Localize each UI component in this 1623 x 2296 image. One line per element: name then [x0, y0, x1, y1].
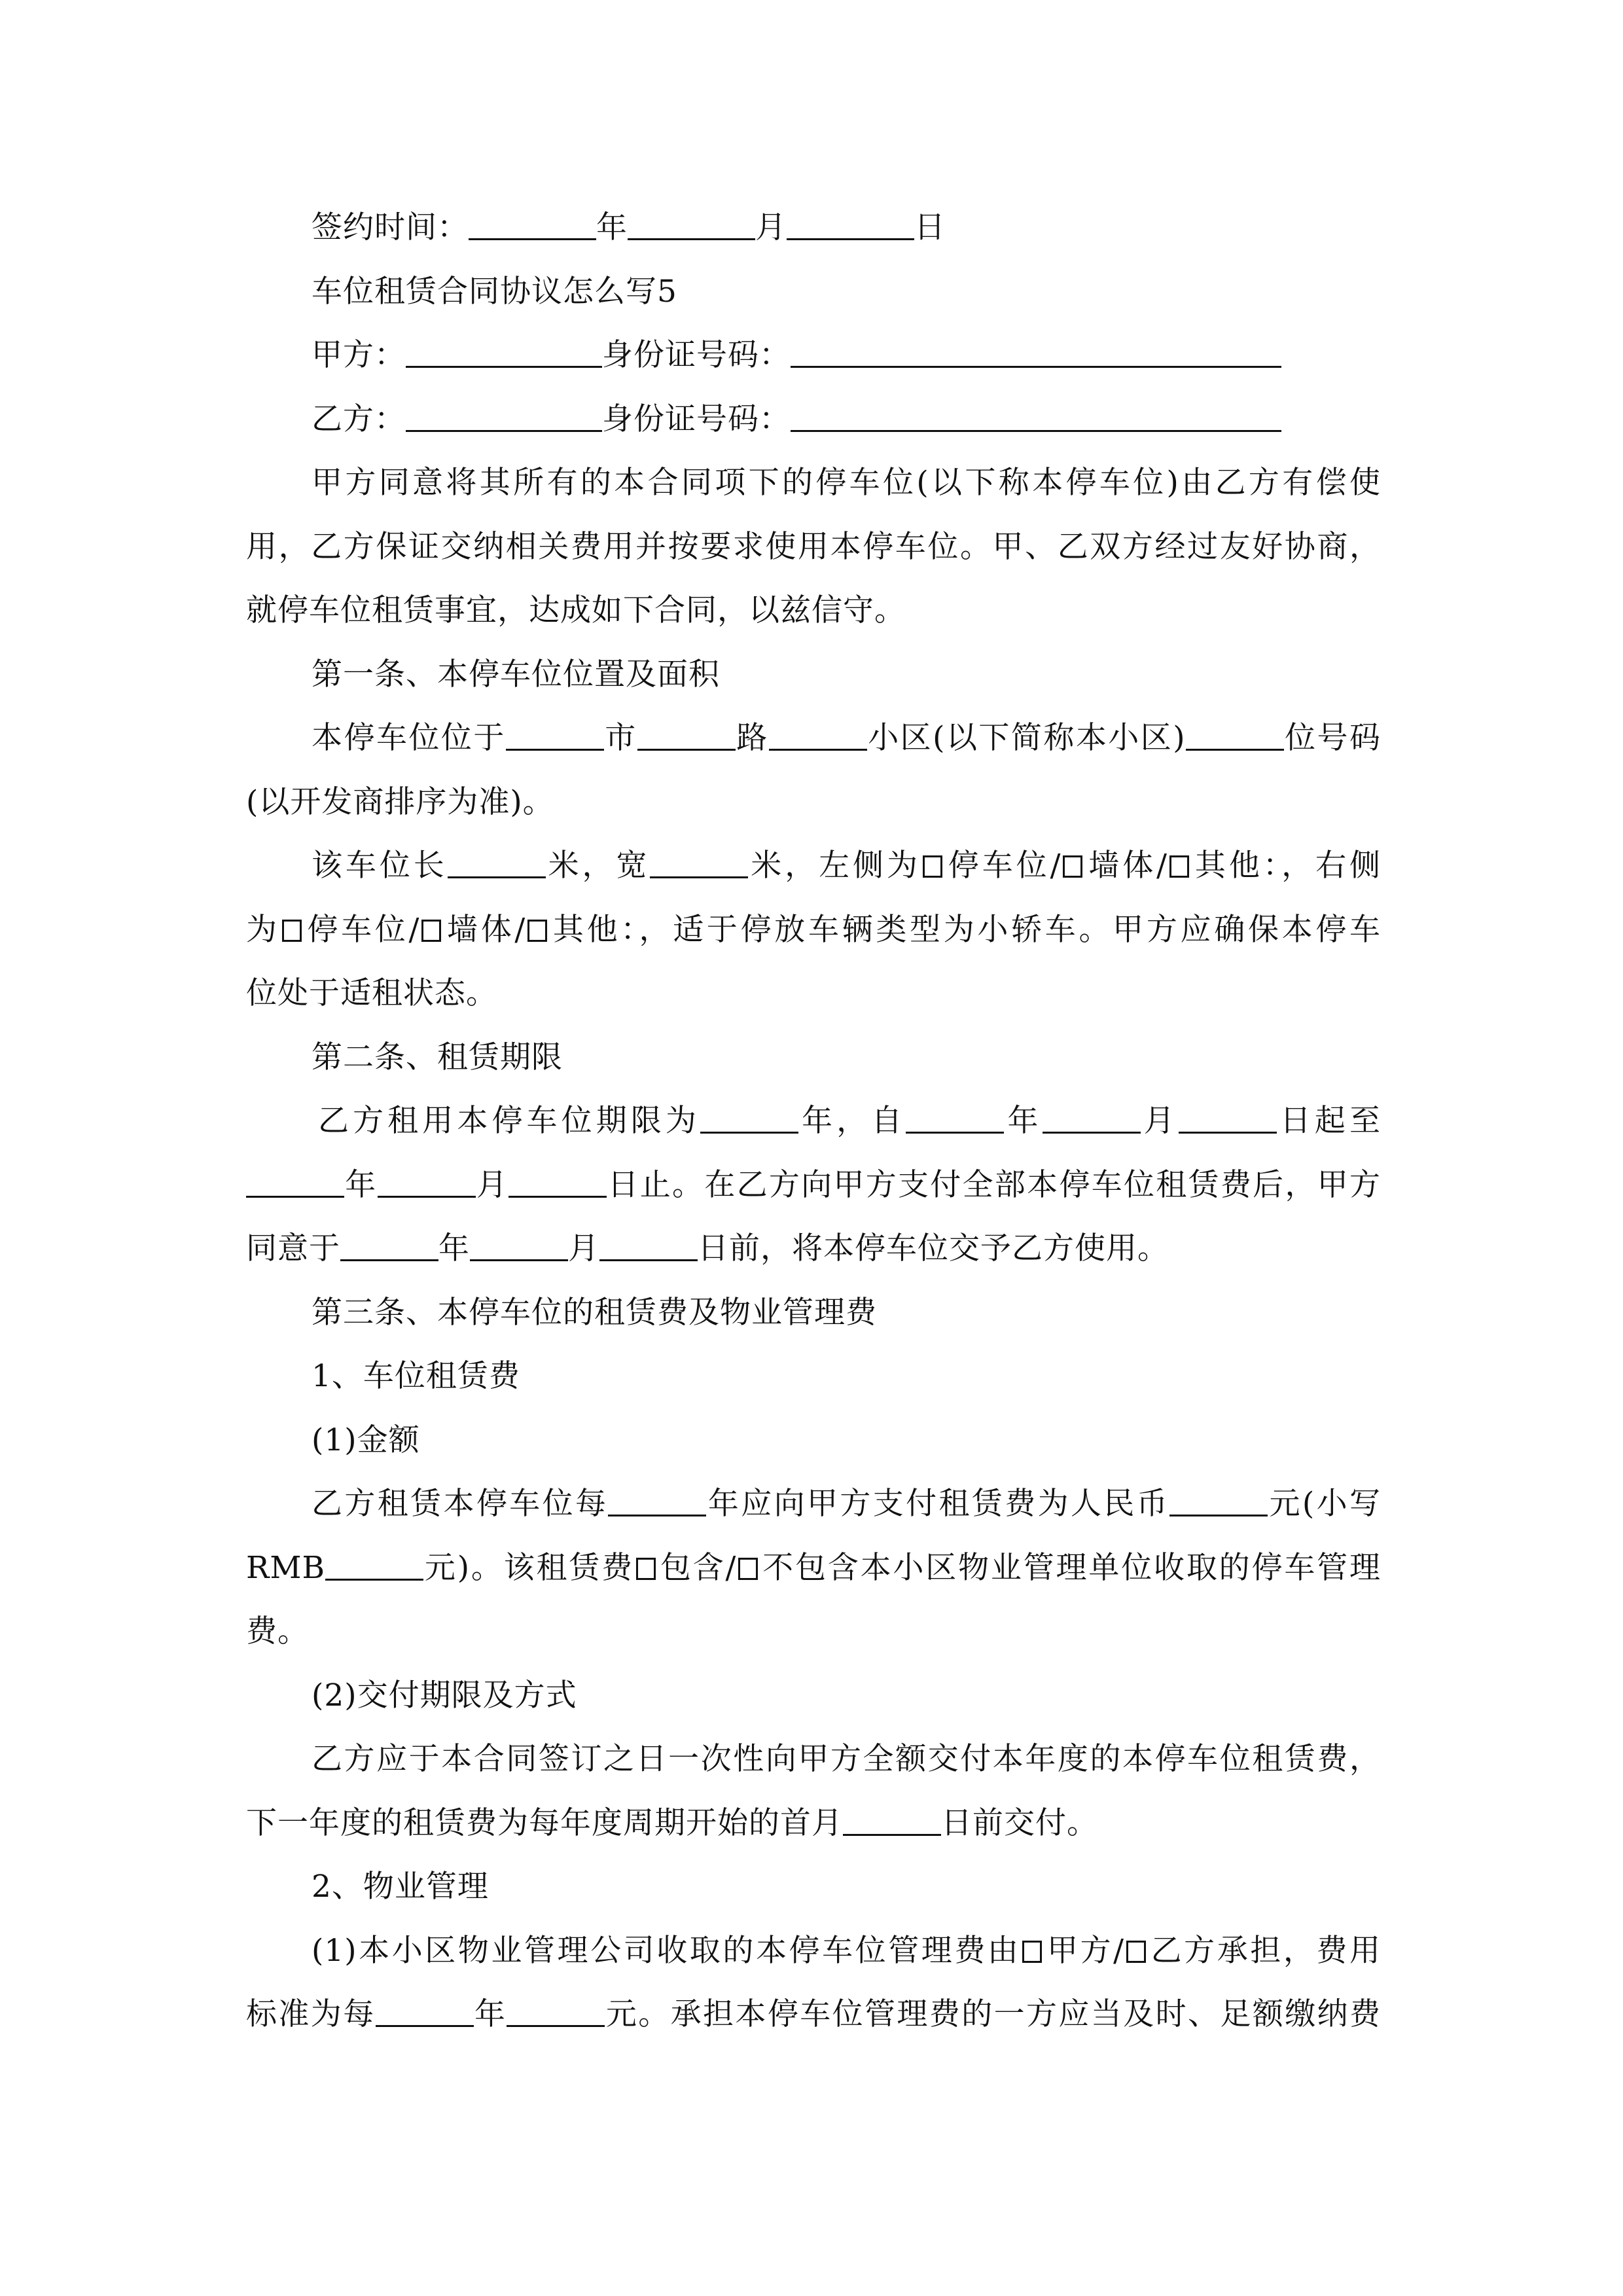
blank-field: [469, 209, 596, 240]
text-span: 元。承担本停车位管理费的一方应当及时、足额缴纳费: [605, 1996, 1382, 2032]
text-span: 同意于: [246, 1230, 340, 1266]
article-2-line-2: [246, 1166, 1381, 1205]
article-1-location-line: [312, 719, 1381, 758]
blank-field: [507, 1996, 605, 2027]
text-span: 乙方租用本停车位期限为: [318, 1103, 700, 1139]
payment-line-2: [246, 1804, 1381, 1843]
text-span: 停车位/: [945, 848, 1061, 884]
text-span: 甲方/: [1045, 1933, 1125, 1969]
blank-field: [843, 1805, 941, 1836]
text-span: 墙体/: [1086, 848, 1168, 884]
blank-field: [769, 720, 867, 751]
blank-field: [700, 1103, 798, 1134]
subsection-1b-title: (2)交付期限及方式: [312, 1677, 577, 1713]
blank-field: [1186, 720, 1284, 751]
blank-field: [599, 1230, 698, 1261]
text-span: 月: [475, 1167, 509, 1203]
text-span: 墙体/: [444, 912, 526, 948]
management-line-2: [246, 1995, 1381, 2034]
article-1-size-line-1: [312, 846, 1381, 886]
blank-field: [1179, 1103, 1277, 1134]
subsection-1a-title: (1)金额: [312, 1422, 420, 1458]
month-label: 月: [755, 209, 787, 245]
text-span: 米，左侧为: [748, 848, 921, 884]
checkbox[interactable]: [1063, 855, 1082, 878]
blank-field: [470, 1230, 568, 1261]
checkbox[interactable]: [1126, 1941, 1146, 1963]
text-span: 日前，将本停车位交予乙方使用。: [698, 1230, 1169, 1266]
text-span: 包含/: [659, 1550, 737, 1586]
text-span: 年应向甲方支付租赁费为人民币: [706, 1486, 1170, 1522]
blank-field: [628, 209, 755, 240]
blank-field: [791, 401, 1281, 432]
blank-field: [376, 1996, 474, 2027]
amount-line-1: [312, 1484, 1381, 1524]
text-span: 日前交付。: [941, 1805, 1098, 1841]
text-span: 元)。该租赁费: [423, 1550, 634, 1586]
year-label: 年: [596, 209, 628, 245]
blank-field: [906, 1103, 1004, 1134]
day-label: 日: [914, 209, 946, 245]
sign-time-label: 签约时间：: [312, 209, 469, 245]
article-1-title: 第一条、本停车位位置及面积: [312, 656, 720, 692]
text-span: 路: [735, 720, 769, 756]
article-1-location-note: (以开发商排序为准)。: [246, 784, 554, 820]
blank-field: [406, 401, 602, 432]
text-span: 本停车位位于: [312, 720, 506, 756]
text-span: 不包含本小区物业管理单位收取的停车管理: [761, 1550, 1381, 1586]
blank-field: [508, 1167, 607, 1198]
blank-field: [246, 1167, 344, 1198]
subsection-1-title: 1、车位租赁费: [312, 1358, 520, 1394]
amount-line-2: [246, 1549, 1381, 1588]
text-span: 为: [246, 912, 280, 948]
article-1-size-line-2: [246, 910, 1381, 950]
section-title: 车位租赁合同协议怎么写5: [312, 274, 677, 310]
subsection-2-title: 2、物业管理: [312, 1869, 489, 1905]
text-span: 年: [473, 1996, 507, 2032]
text-span: 元(小写: [1268, 1486, 1382, 1522]
blank-field: [1169, 1486, 1268, 1516]
text-span: RMB: [246, 1550, 326, 1586]
intro-line-2: 用，乙方保证交纳相关费用并按要求使用本停车位。甲、乙双方经过友好协商，: [246, 529, 1381, 565]
blank-field: [340, 1230, 438, 1261]
checkbox[interactable]: [923, 855, 942, 878]
blank-field: [637, 720, 736, 751]
checkbox[interactable]: [421, 920, 441, 942]
party-a-id-label: 身份证号码：: [602, 337, 791, 373]
text-span: 乙方承担，费用: [1149, 1933, 1382, 1969]
party-b-line: [312, 400, 1381, 439]
sign-time-line: [312, 208, 1381, 247]
blank-field: [650, 848, 748, 878]
checkbox[interactable]: [738, 1558, 758, 1580]
party-a-line: [312, 336, 1381, 375]
amount-line-3: 费。: [246, 1613, 309, 1649]
text-span: 小区(以下简称本小区): [866, 720, 1186, 756]
text-span: 日起至: [1276, 1103, 1382, 1139]
blank-field: [608, 1486, 706, 1516]
intro-line-3: 就停车位租赁事宜，达成如下合同，以兹信守。: [246, 592, 906, 628]
blank-field: [1043, 1103, 1141, 1134]
text-span: 市: [603, 720, 637, 756]
blank-field: [787, 209, 914, 240]
text-span: 年，自: [798, 1103, 906, 1139]
blank-field: [378, 1167, 476, 1198]
party-a-label: 甲方：: [312, 337, 406, 373]
article-2-line-1: [318, 1102, 1381, 1141]
text-span: 年: [344, 1167, 378, 1203]
text-span: 停车位/: [304, 912, 420, 948]
text-span: 其他：，适于停放车辆类型为小轿车。甲方应确保本停车: [550, 912, 1382, 948]
article-2-line-3: [246, 1229, 1381, 1268]
intro-line-1: 甲方同意将其所有的本合同项下的停车位(以下称本停车位)由乙方有偿使: [312, 465, 1381, 501]
text-span: 乙方租赁本停车位每: [312, 1486, 609, 1522]
checkbox[interactable]: [1169, 855, 1189, 878]
management-line-1: [312, 1931, 1381, 1971]
text-span: 月: [568, 1230, 599, 1266]
article-1-size-line-3: 位处于适租状态。: [246, 975, 497, 1011]
blank-field: [506, 720, 604, 751]
party-b-label: 乙方：: [312, 401, 406, 437]
checkbox[interactable]: [527, 920, 547, 942]
text-span: 日止。在乙方向甲方支付全部本停车位租赁费后，甲方: [607, 1167, 1382, 1203]
blank-field: [406, 337, 602, 368]
text-span: 下一年度的租赁费为每年度周期开始的首月: [246, 1805, 843, 1841]
text-span: 位号码: [1283, 720, 1382, 756]
party-b-id-label: 身份证号码：: [602, 401, 791, 437]
article-3-title: 第三条、本停车位的租赁费及物业管理费: [312, 1295, 877, 1331]
text-span: 该车位长: [312, 848, 448, 884]
text-span: 年: [1004, 1103, 1043, 1139]
text-span: 标准为每: [246, 1996, 376, 2032]
checkbox[interactable]: [282, 920, 302, 942]
payment-line-1: 乙方应于本合同签订之日一次性向甲方全额交付本年度的本停车位租赁费，: [312, 1741, 1381, 1777]
checkbox[interactable]: [1022, 1941, 1042, 1963]
text-span: 月: [1140, 1103, 1179, 1139]
checkbox[interactable]: [636, 1558, 656, 1580]
blank-field: [448, 848, 546, 878]
text-span: 年: [438, 1230, 470, 1266]
blank-field: [325, 1550, 423, 1581]
blank-field: [791, 337, 1281, 368]
text-span: 米，宽: [545, 848, 651, 884]
text-span: (1)本小区物业管理公司收取的本停车位管理费由: [312, 1933, 1021, 1969]
article-2-title: 第二条、租赁期限: [312, 1039, 563, 1075]
text-span: 其他：，右侧: [1192, 848, 1382, 884]
